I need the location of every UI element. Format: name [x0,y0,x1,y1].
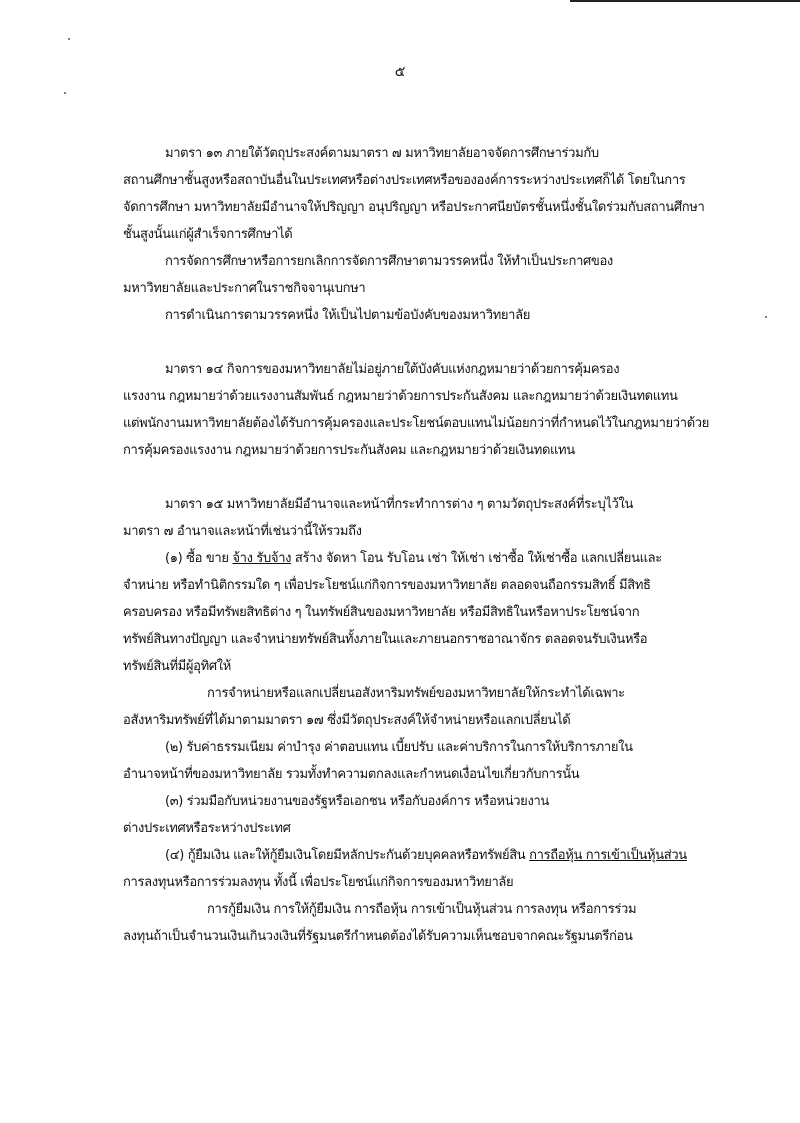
text-segment: (๑) ซื้อ ขาย [165,551,233,566]
text-line: การดำเนินการตามวรรคหนึ่ง ให้เป็นไปตามข้อบังคับของมหาวิทยาลัย [165,308,531,323]
text-line: อสังหาริมทรัพย์ที่ได้มาตามมาตรา ๑๗ ซึ่งมีวัตถุประสงค์ให้จำหน่ายหรือแลกเปลี่ยนได้ [123,713,571,728]
text-line: มหาวิทยาลัยและประกาศในราชกิจจานุเบกษา [123,281,366,296]
text-segment: (๔) กู้ยืมเงิน และให้กู้ยืมเงินโดยมีหลักประกันด้วยบุคคลหรือทรัพย์สิน [165,848,530,863]
text-line: ชั้นสูงนั้นแก่ผู้สำเร็จการศึกษาได้ [123,227,293,242]
text-line: ลงทุนถ้าเป็นจำนวนเงินเกินวงเงินที่รัฐมนตรีกำหนดต้องได้รับความเห็นชอบจากคณะรัฐมนตรีก่อน [123,929,633,944]
text-line: จัดการศึกษา มหาวิทยาลัยมีอำนาจให้ปริญญา อนุปริญญา หรือประกาศนียบัตรชั้นหนึ่งชั้นใดร่วมกับสถานศึกษา [123,200,705,215]
text-line: (๓) ร่วมมือกับหน่วยงานของรัฐหรือเอกชน หรือกับองค์การ หรือหน่วยงาน [165,794,549,809]
text-line: มาตรา ๑๓ ภายใต้วัตถุประสงค์ตามมาตรา ๗ มหาวิทยาลัยอาจจัดการศึกษาร่วมกับ [165,146,599,161]
section-gap [123,464,779,491]
text-segment: สร้าง จัดหา โอน รับโอน เช่า ให้เช่า เช่าซื้อ ให้เช่าซื้อ แลกเปลี่ยนและ [291,551,662,566]
text-line: มาตรา ๑๕ มหาวิทยาลัยมีอำนาจและหน้าที่กระทำการต่าง ๆ ตามวัตถุประสงค์ที่ระบุไว้ใน [165,497,634,512]
text-line: การจำหน่ายหรือแลกเปลี่ยนอสังหาริมทรัพย์ของมหาวิทยาลัยให้กระทำได้เฉพาะ [207,686,625,701]
text-line: การกู้ยืมเงิน การให้กู้ยืมเงิน การถือหุ้น การเข้าเป็นหุ้นส่วน การลงทุน หรือการร่วม [207,902,637,917]
text-line: การลงทุนหรือการร่วมลงทุน ทั้งนี้ เพื่อประโยชน์แก่กิจการของมหาวิทยาลัย [123,875,514,890]
underlined-text: การถือหุ้น การเข้าเป็นหุ้นส่วน [529,848,687,863]
text-line: (๒) รับค่าธรรมเนียม ค่าบำรุง ค่าตอบแทน เบี้ยปรับ และค่าบริการในการให้บริการภายใน [165,740,633,755]
page-number: ๕ [394,64,406,80]
scan-speck [68,38,70,40]
text-line [123,842,779,869]
text-line: แต่พนักงานมหาวิทยาลัยต้องได้รับการคุ้มครองและประโยชน์ตอบแทนไม่น้อยกว่าที่กำหนดไว้ในกฎหมายว่าด้วย [123,416,710,431]
text-line: มาตรา ๗ อำนาจและหน้าที่เช่นว่านี้ให้รวมถึง [123,524,362,539]
text-line: ทรัพย์สินทางปัญญา และจำหน่ายทรัพย์สินทั้งภายในและภายนอกราชอาณาจักร ตลอดจนรับเงินหรือ [123,632,648,647]
text-line [123,545,779,572]
text-line: ครอบครอง หรือมีทรัพยสิทธิต่าง ๆ ในทรัพย์สินของมหาวิทยาลัย หรือมีสิทธิในหรือหาประโยชน์จาก [123,605,640,620]
text-line: มาตรา ๑๔ กิจการของมหาวิทยาลัยไม่อยู่ภายใต้บังคับแห่งกฎหมายว่าด้วยการคุ้มครอง [165,362,620,377]
text-line: สถานศึกษาชั้นสูงหรือสถาบันอื่นในประเทศหรือต่างประเทศหรือขององค์การระหว่างประเทศก็ได้ โดยในการ [123,173,686,188]
text-line: ทรัพย์สินที่มีผู้อุทิศให้ [123,659,231,674]
section-gap [123,329,779,356]
text-line: อำนาจหน้าที่ของมหาวิทยาลัย รวมทั้งทำความตกลงและกำหนดเงื่อนไขเกี่ยวกับการนั้น [123,767,580,782]
text-line: การจัดการศึกษาหรือการยกเลิกการจัดการศึกษาตามวรรคหนึ่ง ให้ทำเป็นประกาศของ [165,254,613,269]
scan-speck [64,92,66,94]
text-line: แรงงาน กฎหมายว่าด้วยแรงงานสัมพันธ์ กฎหมายว่าด้วยการประกันสังคม และกฎหมายว่าด้วยเงินทดแทน [123,389,678,404]
section-block [123,356,779,464]
scan-edge-line [570,0,800,2]
underlined-text: จ้าง รับจ้าง [232,551,292,566]
text-line: ต่างประเทศหรือระหว่างประเทศ [123,821,291,836]
text-line: การคุ้มครองแรงงาน กฎหมายว่าด้วยการประกันสังคม และกฎหมายว่าด้วยเงินทดแทน [123,443,575,458]
section-block [123,140,779,329]
section-block [123,491,779,950]
document-body [123,140,779,950]
text-line: จำหน่าย หรือทำนิติกรรมใด ๆ เพื่อประโยชน์แก่กิจการของมหาวิทยาลัย ตลอดจนถือกรรมสิทธิ์ มีสิทธิ [123,578,651,593]
